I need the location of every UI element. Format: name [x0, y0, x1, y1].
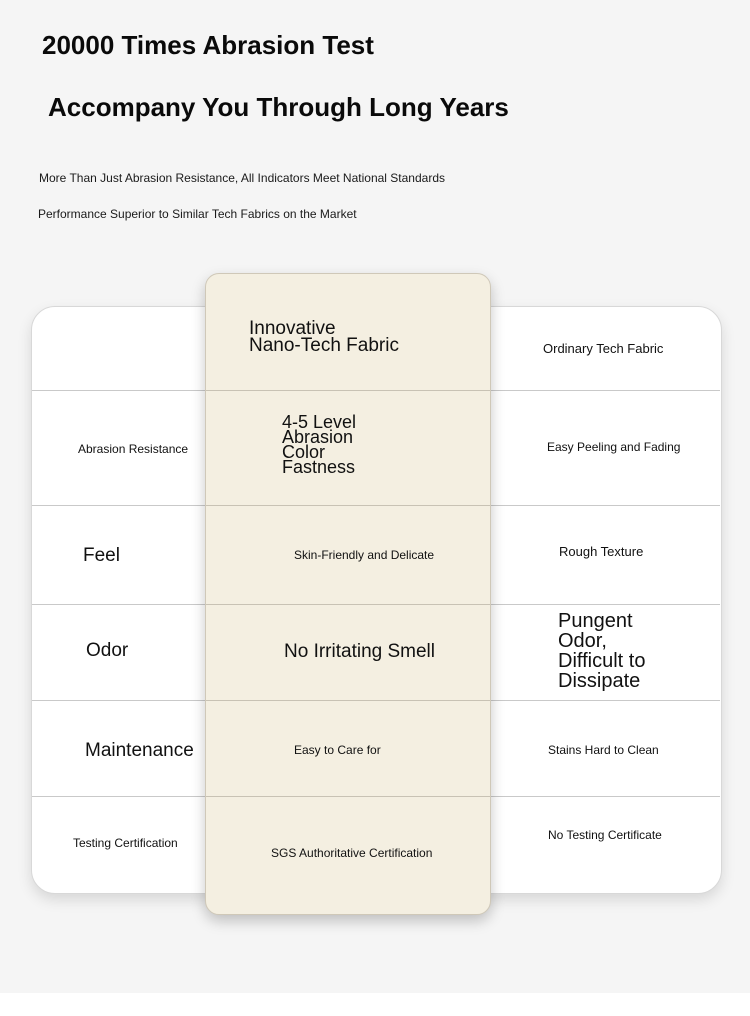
row-divider	[206, 505, 490, 506]
innovative-maintenance: Easy to Care for	[294, 743, 381, 757]
ordinary-abrasion-resistance: Easy Peeling and Fading	[547, 440, 681, 454]
feature-maintenance: Maintenance	[85, 740, 194, 761]
headline-line-1: 20000 Times Abrasion Test	[42, 30, 374, 60]
subtitle-line-1: More Than Just Abrasion Resistance, All Indicators Meet National Standards	[39, 171, 445, 185]
innovative-odor: No Irritating Smell	[284, 641, 435, 662]
row-divider	[206, 700, 490, 701]
row-divider	[206, 390, 490, 391]
feature-abrasion-resistance: Abrasion Resistance	[78, 442, 189, 456]
ordinary-maintenance: Stains Hard to Clean	[548, 743, 659, 757]
header-ordinary-fabric: Ordinary Tech Fabric	[543, 341, 664, 356]
headline-line-2: Accompany You Through Long Years	[48, 92, 509, 122]
header-innovative-fabric: Innovative Nano-Tech Fabric	[249, 318, 399, 356]
innovative-feel: Skin-Friendly and Delicate	[294, 548, 435, 562]
feature-testing-certification: Testing Certification	[73, 836, 178, 850]
subtitle-line-2: Performance Superior to Similar Tech Fabrics on the Market	[38, 207, 357, 221]
row-divider	[206, 604, 490, 605]
ordinary-feel: Rough Texture	[559, 544, 644, 559]
innovative-column-highlight	[205, 273, 491, 915]
innovative-abrasion-resistance: 4-5 Level Abrasion Color Fastness	[282, 412, 357, 477]
ordinary-odor: Pungent Odor, Difficult to Dissipate	[558, 610, 646, 692]
feature-feel: Feel	[83, 545, 120, 566]
row-divider	[206, 796, 490, 797]
feature-odor: Odor	[86, 640, 129, 661]
innovative-testing-certification: SGS Authoritative Certification	[271, 846, 433, 860]
ordinary-testing-certification: No Testing Certificate	[548, 828, 662, 842]
